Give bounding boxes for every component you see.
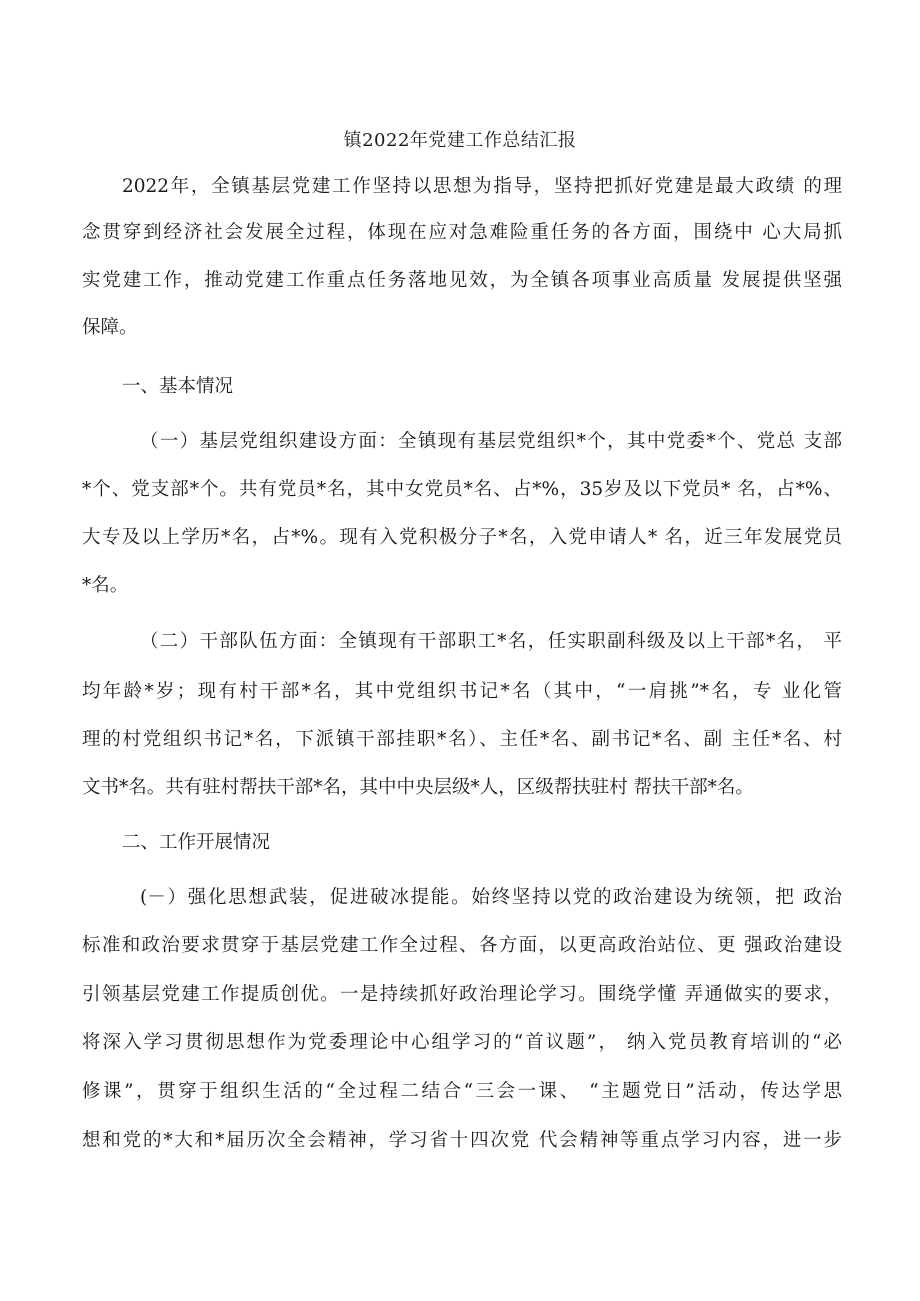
section-heading: 一、基本情况 — [122, 376, 234, 397]
section-heading: 二、工作开展情况 — [122, 832, 271, 853]
paragraph-line: （二）干部队伍方面：全镇现有干部职工*名，任实职副科级及以上干部*名， 平 — [140, 631, 842, 652]
paragraph-line: 2022年，全镇基层党建工作坚持以思想为指导，坚持把抓好党建是最大政绩 的理 — [122, 176, 842, 197]
paragraph-line: 文书*名。共有驻村帮扶干部*名，其中中央层级*人，区级帮扶驻村 帮扶干部*名。 — [82, 777, 754, 798]
paragraph-line: *名。 — [82, 575, 129, 596]
paragraph-line: 想和党的*大和*届历次全会精神，学习省十四次党 代会精神等重点学习内容，进一步 — [82, 1130, 842, 1151]
paragraph-line: （一）基层党组织建设方面：全镇现有基层党组织*个，其中党委*个、党总 支部 — [140, 431, 842, 452]
paragraph-line: 念贯穿到经济社会发展全过程，体现在应对急难险重任务的各方面，围绕中 心大局抓 — [82, 222, 842, 243]
paragraph-line: *个、党支部*个。共有党员*名，其中女党员*名、占*%，35岁及以下党员* 名，占*%、 — [82, 479, 842, 500]
paragraph-line: 大专及以上学历*名，占*%。现有入党积极分子*名，入党申请人* 名，近三年发展党员 — [82, 527, 842, 548]
paragraph-line: 将深入学习贯彻思想作为党委理论中心组学习的“首议题”， 纳入党员教育培训的“必 — [82, 1032, 842, 1053]
paragraph-line: 标准和政治要求贯穿于基层党建工作全过程、各方面，以更高政治站位、更 强政治建设 — [82, 935, 842, 956]
paragraph-line: 保障。 — [82, 317, 138, 338]
paragraph-line: 均年龄*岁；现有村干部*名，其中党组织书记*名（其中，“一肩挑”*名，专 业化管 — [82, 681, 842, 702]
paragraph-line: 引领基层党建工作提质创优。一是持续抓好政治理论学习。围绕学懂 弄通做实的要求， — [82, 984, 842, 1005]
paragraph-line: (－）强化思想武装，促进破冰提能。始终坚持以党的政治建设为统领，把 政治 — [140, 887, 842, 908]
document-title: 镇2022年党建工作总结汇报 — [343, 130, 577, 151]
paragraph-line: 实党建工作，推动党建工作重点任务落地见效，为全镇各项事业高质量 发展提供坚强 — [82, 270, 842, 291]
paragraph-line: 修课”，贯穿于组织生活的“全过程二结合“三会一课、 “主题党日”活动，传达学思 — [82, 1081, 842, 1102]
paragraph-line: 理的村党组织书记*名，下派镇干部挂职*名）、主任*名、副书记*名、副 主任*名、村 — [82, 729, 842, 750]
